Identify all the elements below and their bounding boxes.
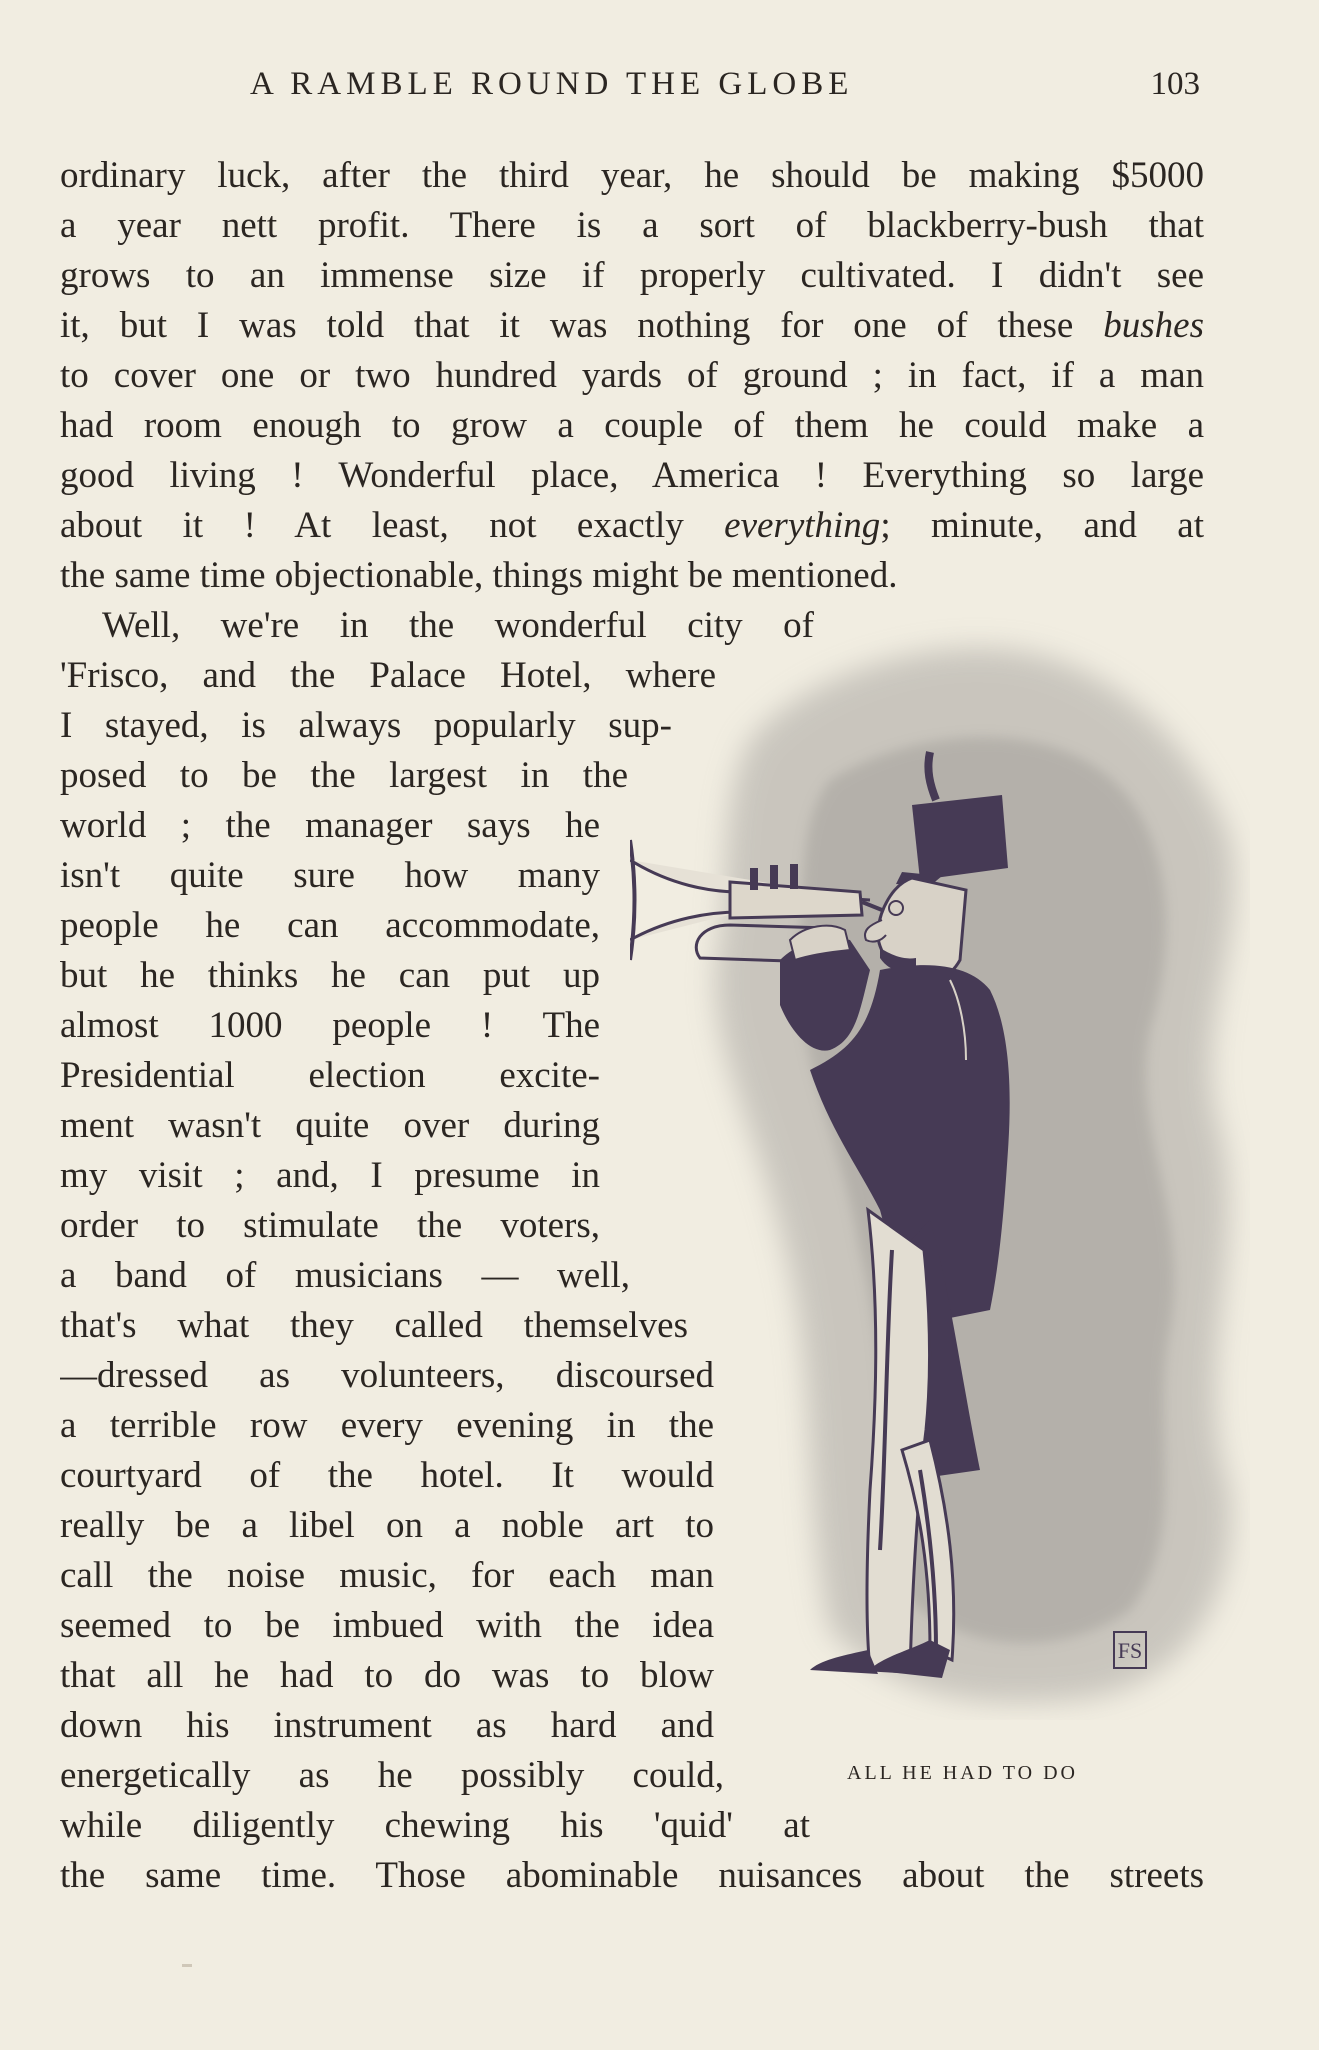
text-line: courtyard of the hotel. It would <box>60 1455 714 1496</box>
text-line: down his instrument as hard and <box>60 1705 714 1746</box>
text-segment: ; minute, and at <box>880 505 1204 546</box>
text-line: Presidential election excite- <box>60 1055 600 1096</box>
text-line: had room enough to grow a couple of them he could make a <box>60 405 1204 446</box>
figure-caption: ALL HE HAD TO DO <box>847 1762 1078 1784</box>
bugler-boots <box>810 1650 878 1674</box>
text-line: a band of musicians — well, <box>60 1255 630 1296</box>
text-line: I stayed, is always popularly sup- <box>60 705 672 746</box>
text-line: call the noise music, for each man <box>60 1555 714 1596</box>
running-title: A RAMBLE ROUND THE GLOBE <box>250 66 854 102</box>
text-line: almost 1000 people ! The <box>60 1005 600 1046</box>
text-line: my visit ; and, I presume in <box>60 1155 600 1196</box>
signature-text: FS <box>1117 1638 1143 1663</box>
page-mark <box>182 1964 192 1967</box>
text-line: people he can accommodate, <box>60 905 600 946</box>
text-line: ordinary luck, after the third year, he should be making $5000 <box>60 155 1204 196</box>
text-line: really be a libel on a noble art to <box>60 1505 714 1546</box>
running-head <box>60 66 1200 116</box>
text-line: good living ! Wonderful place, America ! Everything so large <box>60 455 1204 496</box>
page-number: 103 <box>1150 66 1200 102</box>
italic-word: bushes <box>1103 305 1204 346</box>
text-line: order to stimulate the voters, <box>60 1205 600 1246</box>
shako-hat <box>912 795 1008 880</box>
italic-word: everything <box>724 505 881 546</box>
text-line: seemed to be imbued with the idea <box>60 1605 714 1646</box>
text-line: world ; the manager says he <box>60 805 600 846</box>
text-line: that's what they called themselves <box>60 1305 688 1346</box>
text-line: a terrible row every evening in the <box>60 1405 714 1446</box>
text-line: but he thinks he can put up <box>60 955 600 996</box>
bugler-illustration <box>630 610 1250 1720</box>
text-segment: about it ! At least, not exactly <box>60 505 725 546</box>
text-line: the same time. Those abominable nuisances about the streets <box>60 1855 1204 1896</box>
artist-monogram <box>1114 1632 1146 1668</box>
text-line <box>60 501 1204 551</box>
text-line: the same time objectionable, things might be mentioned. <box>60 555 898 596</box>
text-line: 'Frisco, and the Palace Hotel, where <box>60 655 716 696</box>
text-line <box>60 301 1204 351</box>
text-line: to cover one or two hundred yards of ground ; in fact, if a man <box>60 355 1204 396</box>
text-line: ment wasn't quite over during <box>60 1105 600 1146</box>
text-segment: it, but I was told that it was nothing for one of these <box>60 305 1104 346</box>
text-line: that all he had to do was to blow <box>60 1655 714 1696</box>
text-line: while diligently chewing his 'quid' at <box>60 1805 810 1846</box>
text-line: isn't quite sure how many <box>60 855 600 896</box>
text-line: a year nett profit. There is a sort of blackberry-bush that <box>60 205 1204 246</box>
text-line: posed to be the largest in the <box>60 755 628 796</box>
text-line: grows to an immense size if properly cultivated. I didn't see <box>60 255 1204 296</box>
text-line: —dressed as volunteers, discoursed <box>60 1355 714 1396</box>
text-line: Well, we're in the wonderful city of <box>102 605 814 646</box>
text-line: energetically as he possibly could, <box>60 1755 724 1796</box>
